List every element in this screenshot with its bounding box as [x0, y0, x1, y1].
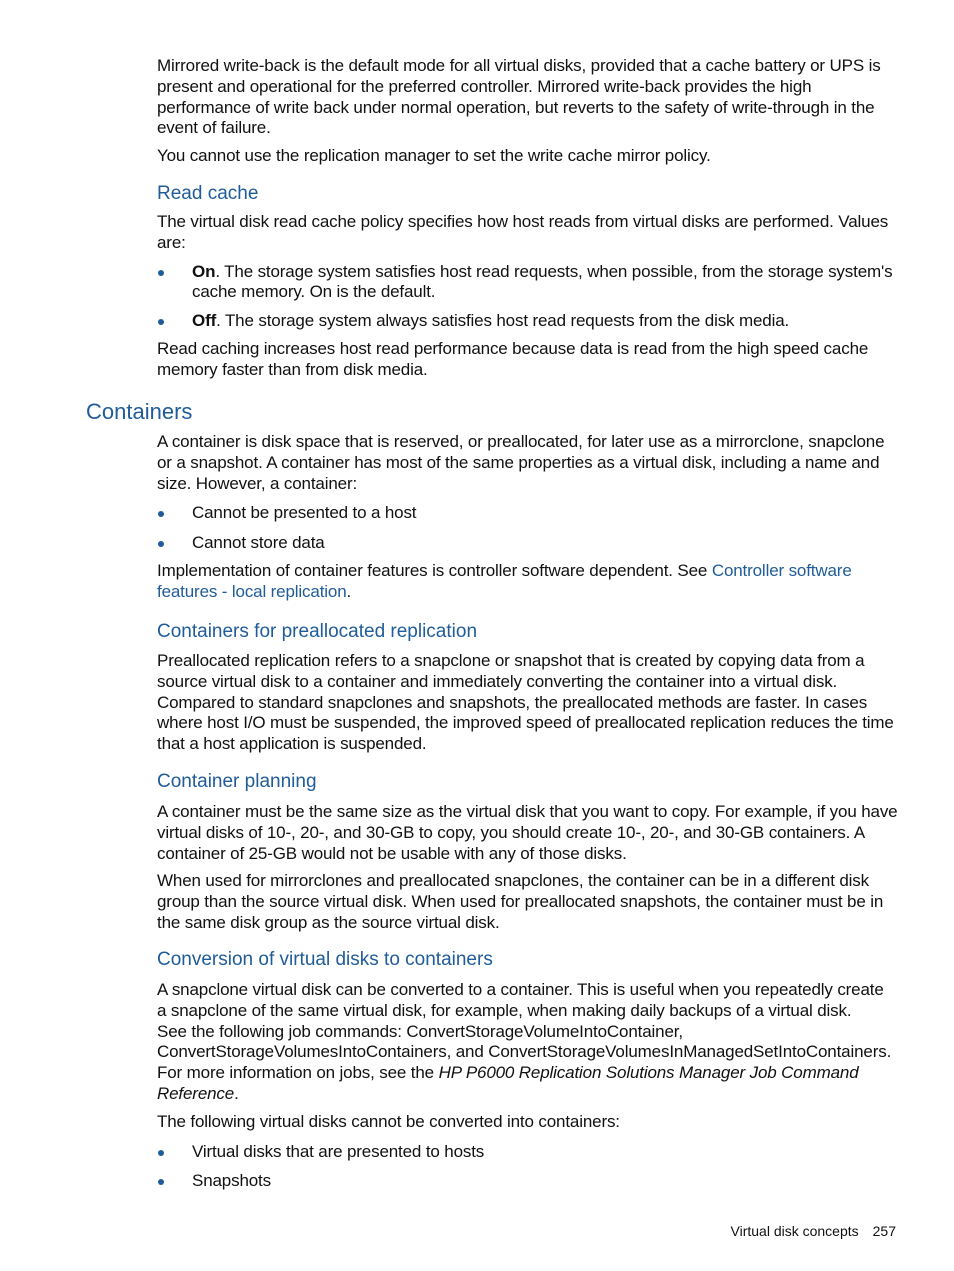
container-planning-paragraph-2: When used for mirrorclones and preallocated snapclones, the container can be in a different disk group than the source virtual disk. When used for preallocated snapshots, the container must be in the same disk group as the source virtual disk.	[157, 871, 884, 932]
read-cache-heading: Read cache	[157, 183, 259, 204]
read-cache-section	[157, 212, 899, 381]
page-number: 257	[872, 1223, 896, 1239]
conversion-list-intro: The following virtual disks cannot be converted into containers:	[157, 1111, 620, 1131]
containers-heading: Containers	[86, 399, 193, 424]
value-description: . The storage system always satisfies host read requests from the disk media.	[216, 311, 790, 331]
containers-intro: A container is disk space that is reserved, or preallocated, for later use as a mirrorclone, snapclone or a snapshot. A container has most of the same properties as a virtual disk, including a name and size. However, a container:	[157, 432, 885, 493]
conversion-line: See the following job commands: ConvertStorageVolumeIntoContainer,	[157, 1021, 683, 1041]
read-cache-values-list	[157, 262, 899, 332]
preallocated-replication-paragraph: Preallocated replication refers to a snapclone or snapshot that is created by copying data from a source virtual disk to a container and immediately converting the container into a virtual disk. Compared to standard snapclones and snapshots, the preallocated methods are faster. In cases where host I/O must be suspended, the improved speed of preallocated replication reduces the time that a host application is suspended.	[157, 651, 894, 754]
list-item-text: Snapshots	[192, 1171, 271, 1191]
conversion-section	[157, 980, 899, 1192]
list-item	[157, 533, 899, 554]
containers-section	[157, 432, 899, 603]
value-term: Off	[192, 311, 217, 331]
read-cache-intro: The virtual disk read cache policy specifies how host reads from virtual disks are performed. Values are:	[157, 212, 889, 252]
conversion-line: a snapclone of the same virtual disk, for example, when making daily backups of a virtual disk.	[157, 1000, 852, 1020]
read-cache-outro: Read caching increases host read performance because data is read from the high speed cache memory faster than from disk media.	[157, 338, 869, 379]
preallocated-replication-heading: Containers for preallocated replication	[157, 621, 478, 642]
list-item	[157, 1142, 899, 1163]
bullet-icon	[158, 1179, 164, 1185]
controller-software-link[interactable]: Controller software features - local replication	[157, 560, 852, 601]
conversion-paragraph	[157, 980, 899, 1105]
preallocated-replication-section	[157, 651, 899, 755]
footer-section-title: Virtual disk concepts	[730, 1223, 859, 1239]
conversion-heading: Conversion of virtual disks to containers	[157, 949, 493, 970]
intro-section	[157, 56, 899, 167]
implementation-text: Implementation of container features is controller software dependent. See	[157, 560, 712, 580]
bullet-icon	[158, 1150, 164, 1156]
list-item	[157, 1171, 899, 1192]
bullet-icon	[158, 541, 164, 547]
container-planning-heading: Container planning	[157, 771, 317, 792]
reference-title: HP P6000 Replication Solutions Manager Job Command Reference	[157, 1063, 859, 1103]
list-item-text: Virtual disks that are presented to hosts	[192, 1141, 485, 1161]
conversion-line: A snapclone virtual disk can be converted to a container. This is useful when you repeatedly create	[157, 980, 884, 999]
bullet-icon	[158, 270, 164, 276]
list-item-text: Cannot be presented to a host	[192, 503, 417, 523]
reference-end: .	[234, 1083, 239, 1103]
container-planning-section	[157, 802, 899, 934]
value-description: . The storage system satisfies host read requests, when possible, from the storage system's cache memory. On is the default.	[192, 261, 893, 302]
containers-implementation-note	[157, 561, 899, 603]
bullet-icon	[158, 511, 164, 517]
list-item	[157, 262, 899, 304]
intro-paragraph-2: You cannot use the replication manager to set the write cache mirror policy.	[157, 146, 711, 166]
bullet-icon	[158, 319, 164, 325]
reference-text: For more information on jobs, see the	[157, 1063, 439, 1083]
page-footer	[731, 1222, 897, 1240]
non-convertible-list	[157, 1142, 899, 1193]
conversion-line: ConvertStorageVolumesIntoContainers, and ConvertStorageVolumesInManagedSetIntoContainers.	[157, 1042, 892, 1062]
intro-paragraph-1: Mirrored write-back is the default mode for all virtual disks, provided that a cache battery or UPS is present and operational for the preferred controller. Mirrored write-back provides the high performance of write back under normal operation, but reverts to the safety of write-through in the event of failure.	[157, 56, 881, 138]
container-planning-paragraph-1: A container must be the same size as the virtual disk that you want to copy. For example, if you have virtual disks of 10-, 20-, and 30-GB to copy, you should create 10-, 20-, and 30-GB containers. A container of 25-GB would not be usable with any of those disks.	[157, 802, 898, 863]
value-term: On	[192, 261, 216, 281]
implementation-end: .	[346, 581, 352, 601]
list-item	[157, 503, 899, 524]
containers-limits-list	[157, 503, 899, 554]
list-item	[157, 311, 899, 332]
list-item-text: Cannot store data	[192, 533, 325, 553]
